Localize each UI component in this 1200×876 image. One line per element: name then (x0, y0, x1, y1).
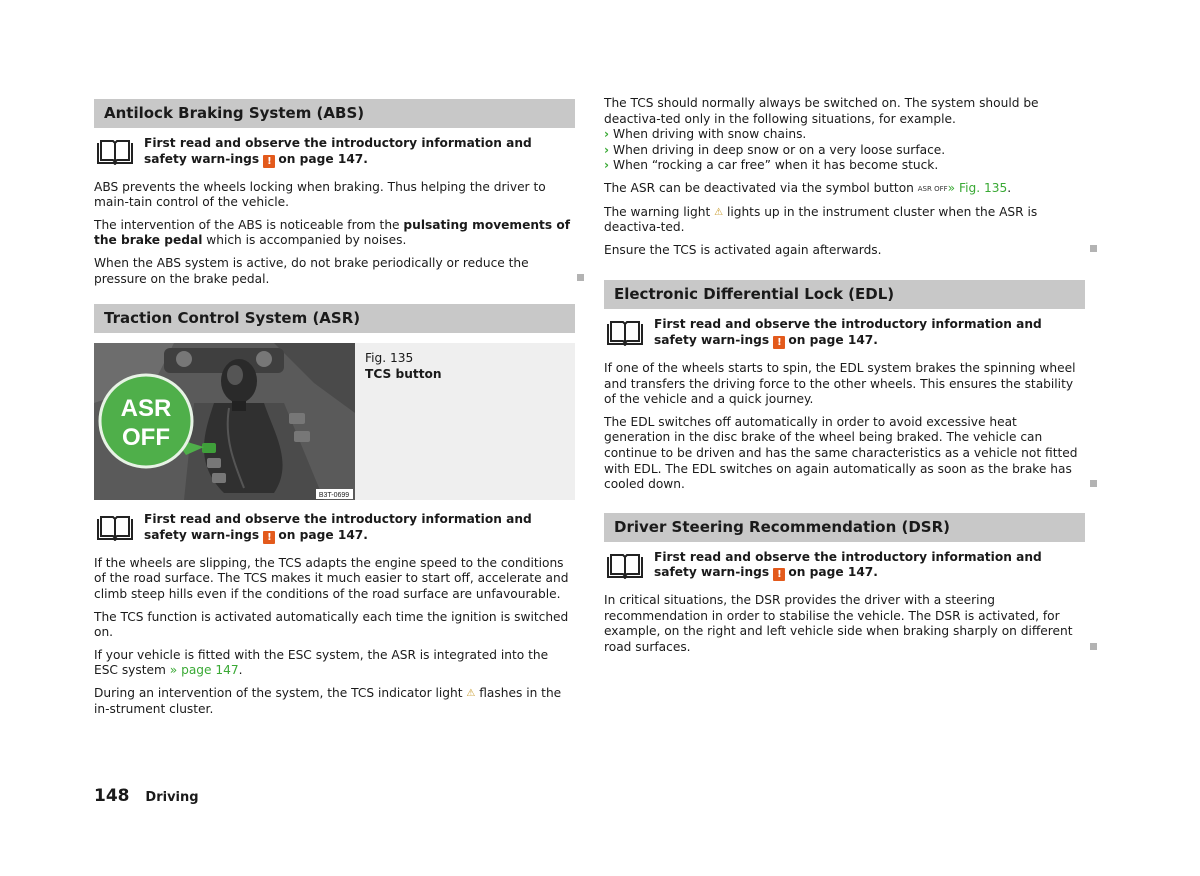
warning-icon: ! (263, 155, 275, 168)
book-icon (606, 320, 644, 346)
dsr-heading: Driver Steering Recommendation (DSR) (604, 513, 1085, 542)
book-icon (96, 139, 134, 165)
list-item: › When driving with snow chains. (604, 127, 807, 142)
read-first-page: on page 147. (278, 527, 368, 542)
figure-link[interactable]: » Fig. 135 (947, 180, 1008, 195)
edl-paragraph-1: If one of the wheels starts to spin, the EDL system brakes the spinning wheel and transfers the driving force to the other wheels. This ensures the stability of the vehicle and a quick journey. (604, 360, 1076, 407)
section-end-marker (577, 274, 584, 281)
badge-line-2: OFF (122, 424, 170, 452)
abs-heading: Antilock Braking System (ABS) (94, 99, 575, 128)
asr-paragraph-3: If your vehicle is fitted with the ESC system, the ASR is integrated into the ESC system » page 147. (94, 647, 549, 678)
edl-heading: Electronic Differential Lock (EDL) (604, 280, 1085, 309)
asr-paragraph-6: The ASR can be deactivated via the symbol button ASR OFF» Fig. 135. (604, 180, 1012, 195)
figure-135 (94, 343, 575, 500)
asr-paragraph-1: If the wheels are slipping, the TCS adapts the engine speed to the conditions of the road surface. The TCS makes it much easier to start off, accelerate and climb steep hills even if the conditions of the road surface are unfavourable. (94, 555, 569, 601)
abs-paragraph-2: The intervention of the ABS is noticeable from the pulsating movements of the brake pedal which is accompanied by noises. (94, 217, 571, 248)
badge-line-1: ASR (120, 395, 172, 423)
list-item: › When “rocking a car free” when it has become stuck. (604, 158, 939, 173)
book-icon (96, 515, 134, 541)
read-first-page: on page 147. (788, 565, 878, 580)
read-first-page: on page 147. (788, 332, 878, 347)
section-name: Driving (145, 790, 199, 805)
asr-paragraph-8: Ensure the TCS is activated again afterwards. (604, 243, 1085, 259)
asr-heading: Traction Control System (ASR) (94, 304, 575, 333)
section-end-marker (1090, 643, 1097, 650)
section-end-marker (1090, 480, 1097, 487)
figure-title: TCS button (365, 366, 442, 381)
page-footer (94, 786, 199, 806)
dsr-paragraph-1: In critical situations, the DSR provides the driver with a steering recommendation in order to stabilise the vehicle. The DSR is activated, for example, on the right and left vehicle side when braking sharply on different road surfaces. (604, 593, 1085, 655)
asr-paragraph-4: During an intervention of the system, the TCS indicator light ⚠ flashes in the in-strument cluster. (94, 685, 562, 716)
asr-paragraph-5: The TCS should normally always be switched on. The system should be deactiva-ted only in the following situations, for example. (604, 96, 1039, 126)
asr-off-symbol-icon: ASR OFF (917, 184, 948, 193)
figure-number: Fig. 135 (365, 351, 414, 366)
asr-paragraph-2: The TCS function is activated automatically each time the ignition is switched on. (94, 609, 569, 640)
abs-read-first (94, 136, 575, 168)
page-number: 148 (94, 786, 130, 806)
edl-paragraph-2: The EDL switches off automatically in order to avoid excessive heat generation in the disc brake of the wheel being braked. The vehicle can continue to be driven and has the same characteristics as a vehicle not fitted with EDL. The EDL switches on again automatically as soon as the brake has cooled down. (604, 415, 1085, 493)
asr-read-first (94, 512, 575, 544)
warning-icon: ! (263, 531, 275, 544)
dsr-read-first (604, 550, 1085, 582)
read-first-text: First read and observe the introductory information and safety warn-ings (654, 549, 1042, 580)
asr-paragraph-7: The warning light ⚠ lights up in the instrument cluster when the ASR is deactiva-ted. (604, 204, 1038, 235)
gear-shifter-illustration (94, 343, 355, 500)
read-first-text: First read and observe the introductory information and safety warn-ings (144, 136, 532, 166)
left-column (94, 96, 575, 724)
figure-code: B3T-0699 (318, 492, 350, 500)
read-first-page: on page 147. (278, 151, 368, 166)
warning-icon: ! (773, 336, 785, 349)
figure-caption (355, 343, 575, 500)
edl-read-first (604, 317, 1085, 349)
book-icon (606, 553, 644, 579)
right-column (604, 96, 1085, 663)
abs-paragraph-1: ABS prevents the wheels locking when braking. Thus helping the driver to main-tain control of the vehicle. (94, 179, 546, 210)
list-item: › When driving in deep snow or on a very loose surface. (604, 142, 946, 157)
read-first-text: First read and observe the introductory information and safety warn-ings (144, 512, 532, 542)
warning-icon: ! (773, 568, 785, 581)
tcs-button-photo (94, 343, 355, 500)
bullet-list (604, 127, 1085, 174)
tcs-light-icon: ⚠ (466, 687, 476, 699)
abs-paragraph-3: When the ABS system is active, do not brake periodically or reduce the pressure on the brake pedal. (94, 256, 575, 287)
read-first-text: First read and observe the introductory information and safety warn-ings (654, 317, 1042, 347)
warning-light-icon: ⚠ (714, 206, 724, 218)
section-end-marker (1090, 245, 1097, 252)
page-link[interactable]: » page 147 (169, 663, 239, 678)
